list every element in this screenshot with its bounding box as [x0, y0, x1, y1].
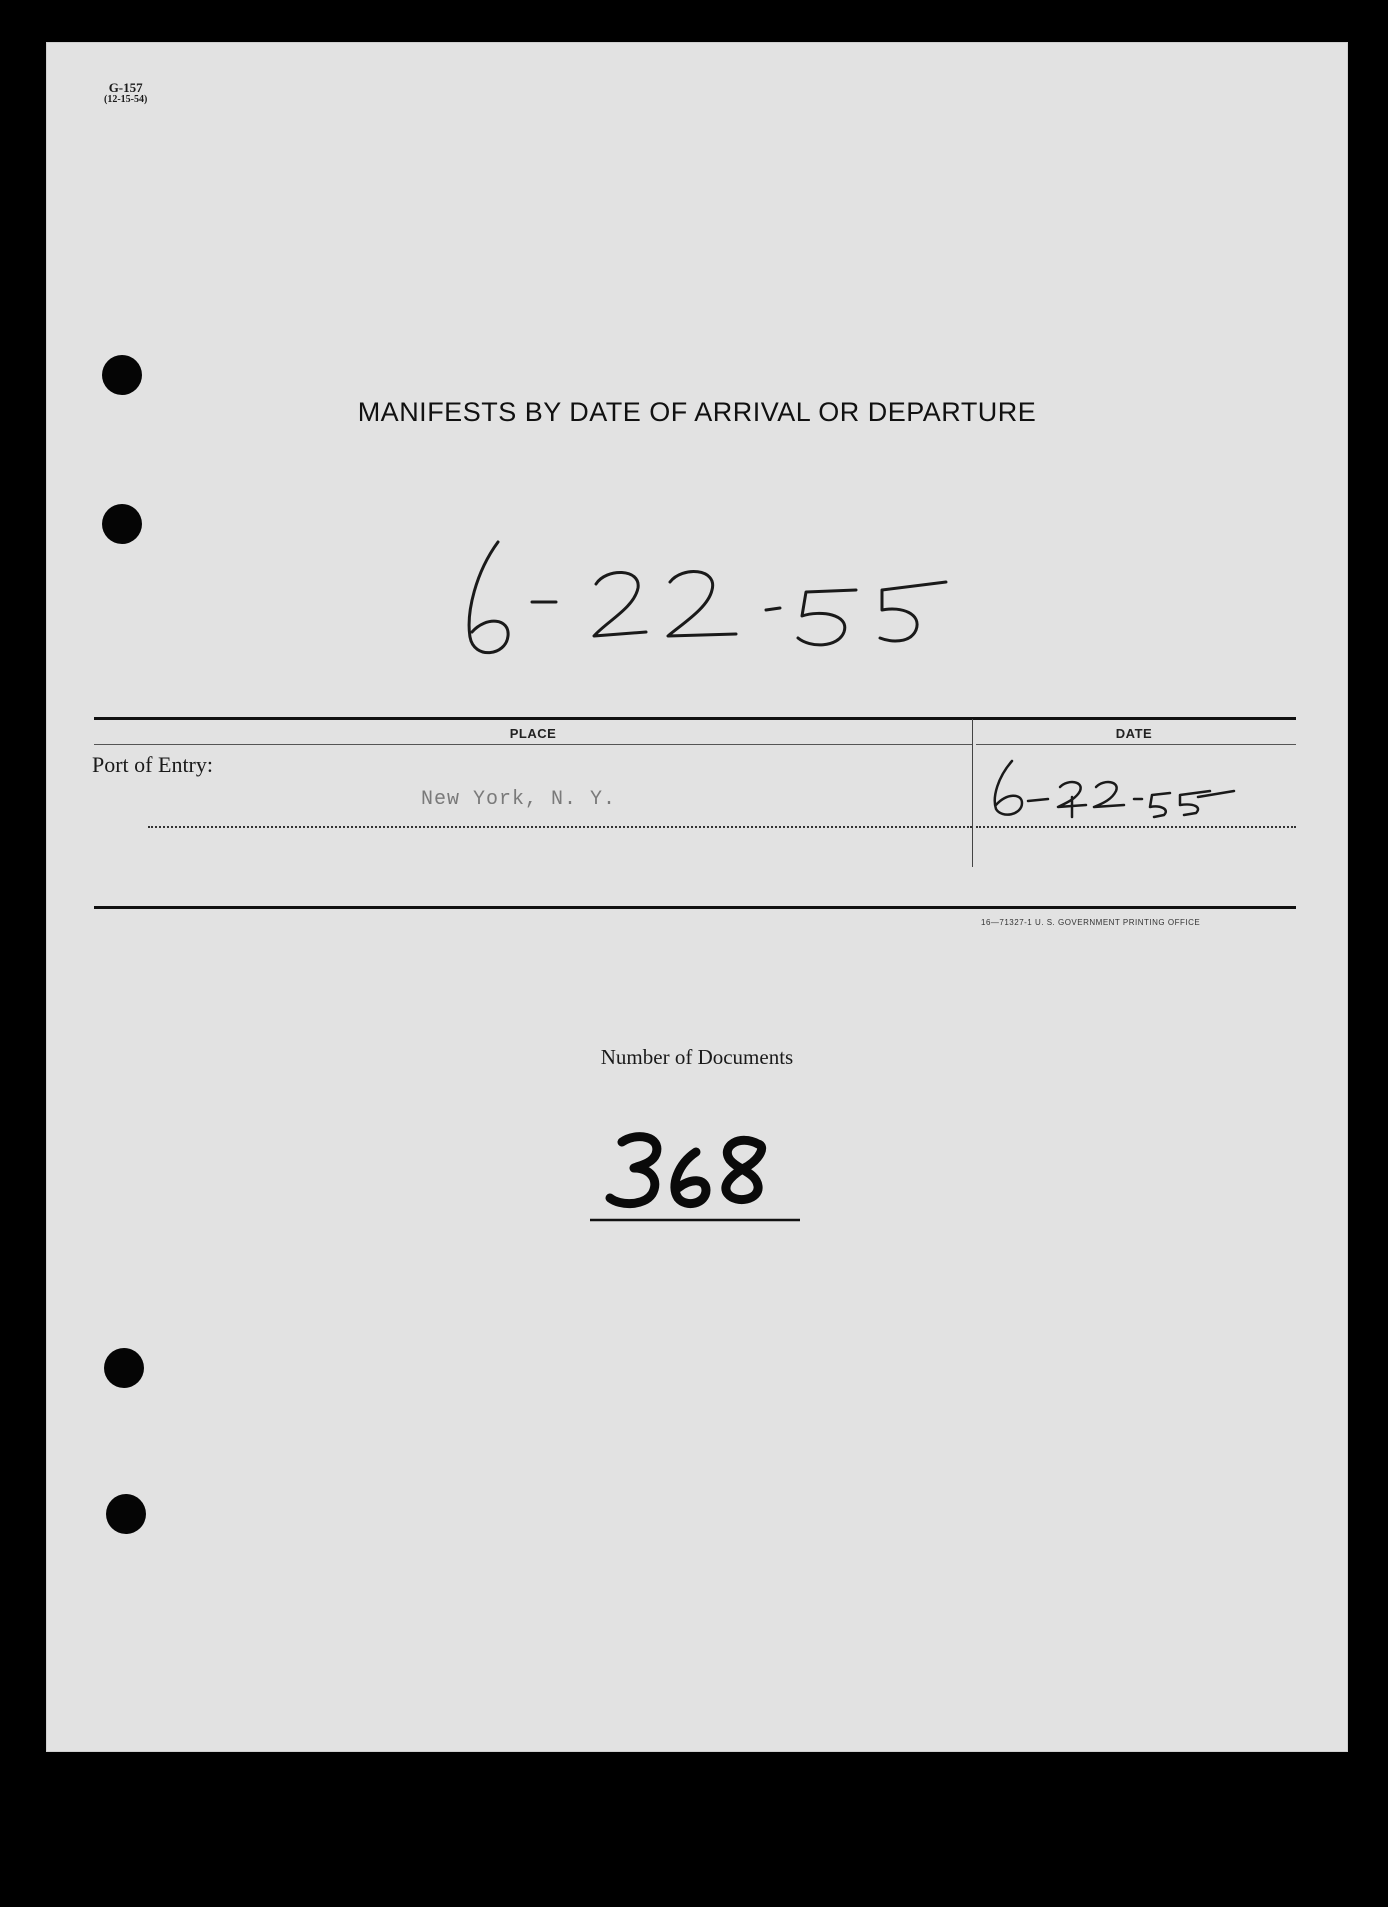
port-of-entry-label: Port of Entry: [92, 752, 213, 777]
form-revision-date: (12-15-54) [104, 94, 148, 105]
form-code [104, 82, 147, 106]
svg-text:6-22-55: 6-22-55 [984, 757, 988, 758]
table-bottom-rule [94, 906, 1296, 909]
printing-office-code: 16—71327-1 U. S. GOVERNMENT PRINTING OFFICE [981, 918, 1201, 927]
table-top-rule [94, 717, 1296, 720]
date-column-header: DATE [1115, 726, 1153, 741]
port-of-entry-value: New York, N. Y. [421, 788, 617, 811]
header-rule [94, 744, 972, 745]
column-divider [972, 719, 973, 867]
binder-hole [102, 355, 142, 395]
page-title: MANIFESTS BY DATE OF ARRIVAL OR DEPARTURE [357, 397, 1037, 427]
handwritten-date-large [446, 532, 1066, 672]
place-entry-line [148, 826, 972, 828]
header-rule [976, 744, 1296, 745]
form-sheet [46, 42, 1348, 1752]
number-of-documents-label: Number of Documents [600, 1045, 794, 1069]
binder-hole [104, 1348, 144, 1388]
place-column-header: PLACE [509, 726, 557, 741]
handwritten-date-table [984, 757, 1284, 827]
svg-text:6-22-55: 6-22-55 [446, 532, 450, 533]
binder-hole [102, 504, 142, 544]
binder-hole [106, 1494, 146, 1534]
document-count [590, 1124, 810, 1234]
form-number: G-157 [108, 80, 143, 95]
svg-text:368: 368 [590, 1124, 592, 1125]
